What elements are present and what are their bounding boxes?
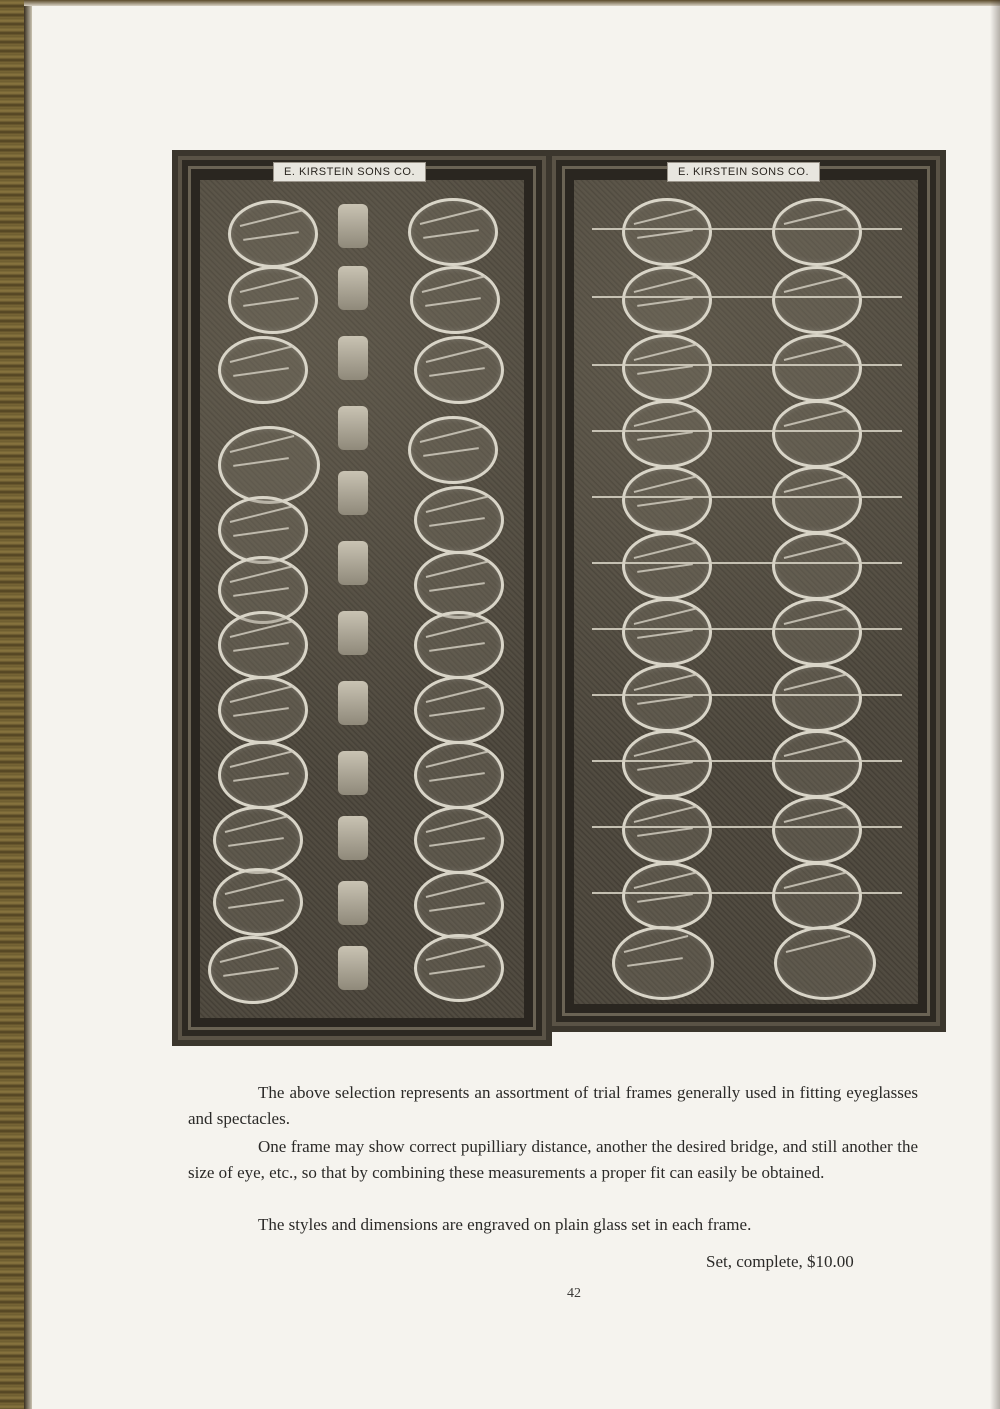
- spectacle-lens: [772, 266, 862, 334]
- spectacle-lens: [622, 400, 712, 468]
- nose-pad: [338, 204, 368, 248]
- spectacle-lens: [622, 532, 712, 600]
- spectacle-lens: [622, 266, 712, 334]
- frame-lens: [414, 676, 504, 744]
- frame-lens: [228, 266, 318, 334]
- spectacle-lens: [772, 532, 862, 600]
- frame-lens: [414, 934, 504, 1002]
- frame-lens: [414, 551, 504, 619]
- spectacle-lens: [772, 198, 862, 266]
- nose-pad: [338, 611, 368, 655]
- temple-wire: [592, 228, 902, 230]
- page-top-edge: [24, 0, 1000, 6]
- temple-wire: [592, 562, 902, 564]
- nose-pad: [338, 751, 368, 795]
- nose-pad: [338, 471, 368, 515]
- nose-pad: [338, 881, 368, 925]
- nose-pad: [338, 946, 368, 990]
- nose-pad: [338, 816, 368, 860]
- spectacle-lens: [772, 862, 862, 930]
- left-tray-label: E. KIRSTEIN SONS CO.: [273, 162, 426, 182]
- nose-pad: [338, 406, 368, 450]
- right-display-tray: [546, 150, 946, 1032]
- spectacle-lens: [612, 926, 714, 1000]
- frame-lens: [414, 741, 504, 809]
- nose-pad: [338, 336, 368, 380]
- frame-lens: [218, 676, 308, 744]
- frame-lens: [414, 611, 504, 679]
- frame-lens: [414, 486, 504, 554]
- left-display-tray: [172, 150, 552, 1046]
- page-gutter: [24, 0, 32, 1409]
- temple-wire: [592, 296, 902, 298]
- frame-lens: [408, 416, 498, 484]
- spectacle-lens: [772, 730, 862, 798]
- nose-pad: [338, 681, 368, 725]
- page-edge-shadow: [990, 0, 1000, 1409]
- frame-lens: [218, 336, 308, 404]
- book-spine: [0, 0, 24, 1409]
- price-line: Set, complete, $10.00: [706, 1252, 854, 1271]
- paragraph-1-text: The above selection represents an assortment of trial frames generally used in fitting eyeglasses and spectacles.: [188, 1083, 918, 1128]
- spectacle-lens: [622, 598, 712, 666]
- frame-lens: [414, 806, 504, 874]
- frame-lens: [213, 868, 303, 936]
- frame-lens: [414, 871, 504, 939]
- page-number: 42: [567, 1286, 581, 1301]
- frame-lens: [218, 496, 308, 564]
- frame-lens: [414, 336, 504, 404]
- temple-wire: [592, 430, 902, 432]
- spectacle-lens: [772, 466, 862, 534]
- temple-wire: [592, 892, 902, 894]
- photo-plate-trial-frames: [142, 146, 948, 1048]
- spectacle-lens: [772, 400, 862, 468]
- spectacle-lens: [772, 796, 862, 864]
- nose-pad: [338, 266, 368, 310]
- frame-lens: [218, 611, 308, 679]
- frame-lens: [410, 266, 500, 334]
- temple-wire: [592, 496, 902, 498]
- spectacle-lens: [622, 334, 712, 402]
- right-tray-label: E. KIRSTEIN SONS CO.: [667, 162, 820, 182]
- frame-lens: [408, 198, 498, 266]
- spectacle-lens: [622, 730, 712, 798]
- paragraph-3-text: The styles and dimensions are engraved on plain glass set in each frame.: [258, 1215, 752, 1234]
- temple-wire: [592, 694, 902, 696]
- paragraph-2-text: One frame may show correct pupilliary distance, another the desired bridge, and still another the size of eye, etc., so that by combining these measurements a proper fit can easily be obtained.: [188, 1137, 918, 1182]
- temple-wire: [592, 628, 902, 630]
- frame-lens: [228, 200, 318, 268]
- temple-wire: [592, 364, 902, 366]
- frame-lens: [208, 936, 298, 1004]
- nose-pad: [338, 541, 368, 585]
- spectacle-lens: [772, 334, 862, 402]
- spectacle-lens: [772, 598, 862, 666]
- temple-wire: [592, 826, 902, 828]
- spectacle-lens: [622, 862, 712, 930]
- spectacle-lens: [774, 926, 876, 1000]
- frame-lens: [218, 741, 308, 809]
- description-paragraph-1: [188, 1080, 918, 1132]
- spectacle-lens: [622, 664, 712, 732]
- spectacle-lens: [622, 466, 712, 534]
- spectacle-lens: [622, 198, 712, 266]
- temple-wire: [592, 760, 902, 762]
- spectacle-lens: [772, 664, 862, 732]
- description-paragraph-3: [188, 1212, 918, 1238]
- frame-lens: [213, 806, 303, 874]
- description-paragraph-2: [188, 1134, 918, 1186]
- spectacle-lens: [622, 796, 712, 864]
- frame-lens: [218, 426, 320, 504]
